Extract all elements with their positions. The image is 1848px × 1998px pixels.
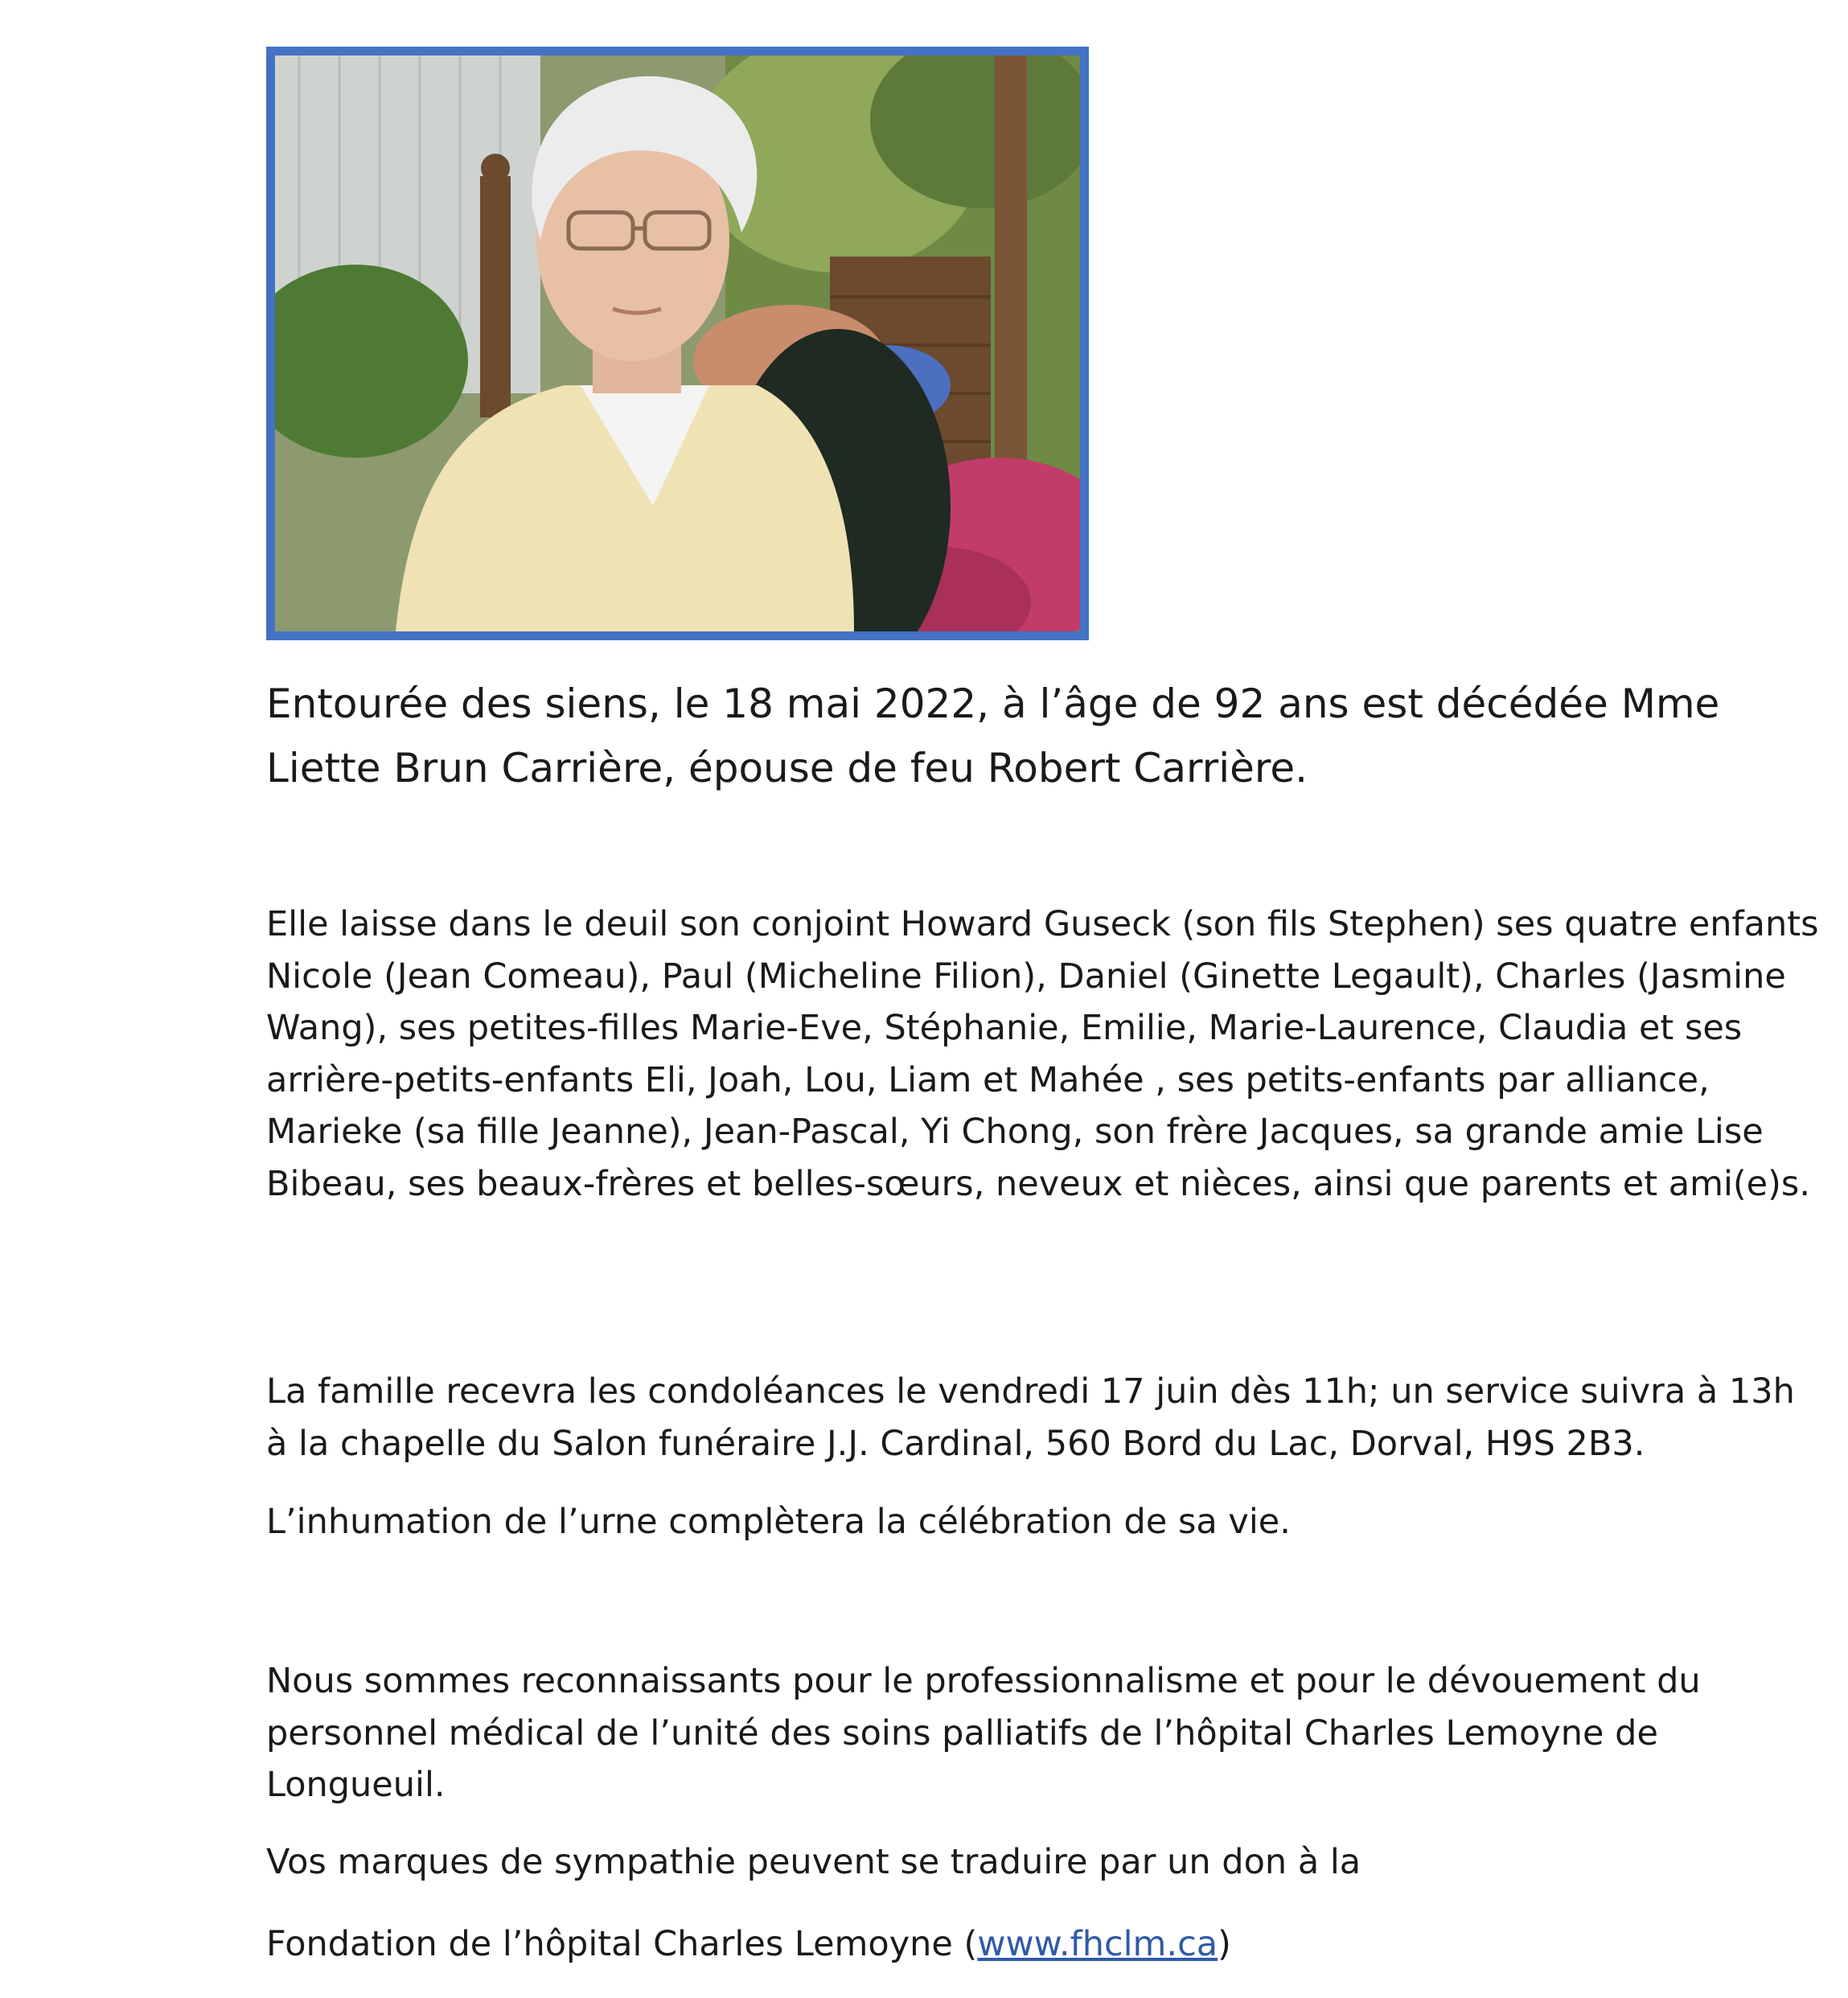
foundation-suffix: ) xyxy=(1218,1924,1231,1964)
foundation-prefix: Fondation de l’hôpital Charles Lemoyne ( xyxy=(266,1924,978,1964)
thanks-paragraph: Nous sommes reconnaissants pour le professionnalisme et pour le dévouement du personnel médical de l’unité des soins palliatifs de l’hôpital Charles Lemoyne de Longueuil. xyxy=(266,1661,1701,1805)
portrait-image xyxy=(275,56,1080,631)
condolences-paragraph: La famille recevra les condoléances le vendredi 17 juin dès 11h; un service suivra à 13h à la chapelle du Salon funéraire J.J. Cardinal, 560 Bord du Lac, Dorval, H9S 2B3. xyxy=(266,1371,1795,1464)
death-announcement: Entourée des siens, le 18 mai 2022, à l’âge de 92 ans est décédée Mme Liette Brun Carrière, épouse de feu Robert Carrière. xyxy=(266,680,1720,791)
portrait-photo xyxy=(266,47,1089,640)
burial-paragraph: L’inhumation de l’urne complètera la célébration de sa vie. xyxy=(266,1502,1291,1542)
foundation-link[interactable]: www.fhclm.ca xyxy=(977,1924,1218,1964)
survivors-paragraph: Elle laisse dans le deuil son conjoint Howard Guseck (son fils Stephen) ses quatre enfants Nicole (Jean Comeau), Paul (Micheline Filion), Daniel (Ginette Legault), Charles (Jasmine Wang), ses petites-filles Marie-Eve, Stéphanie, Emilie, Marie-Laurence, Claudia et ses arrière-petits-enfants Eli, Joah, Lou, Liam et Mahée , ses petits-enfants par alliance, Marieke (sa fille Jeanne), Jean-Pascal, Yi Chong, son frère Jacques, sa grande amie Lise Bibeau, ses beaux-frères et belles-sœurs, neveux et nièces, ainsi que parents et ami(e)s. xyxy=(266,904,1819,1204)
sympathy-paragraph: Vos marques de sympathie peuvent se traduire par un don à la xyxy=(266,1842,1361,1882)
foundation-paragraph xyxy=(266,1918,1826,1971)
